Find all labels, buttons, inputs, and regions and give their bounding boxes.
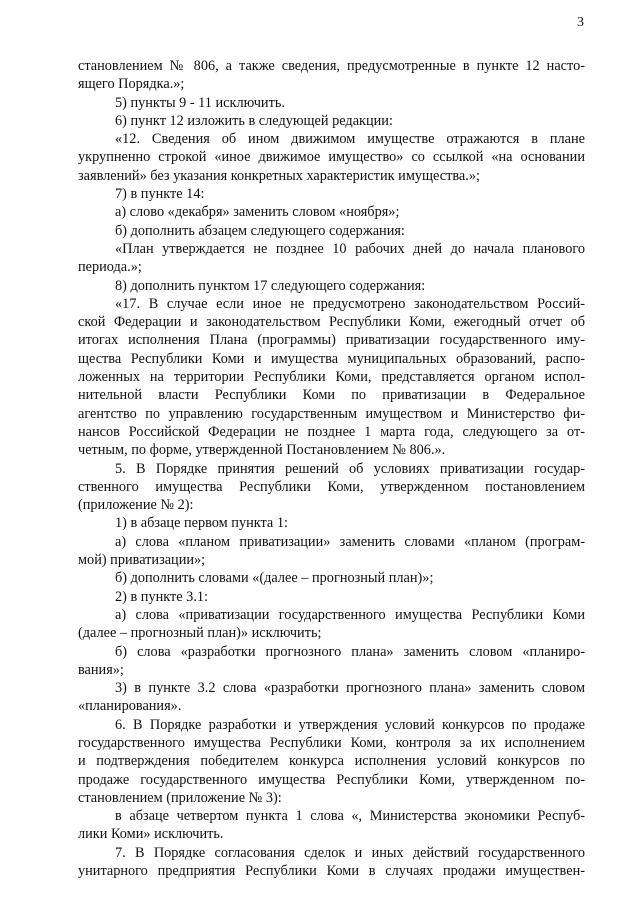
text-line: «17. В случае если иное не предусмотрено законодательством Россий- (115, 295, 585, 312)
text-line: б) слова «разработки прогнозного плана» заменить словом «планиро- (115, 643, 585, 660)
text-line: ящего Порядка.»; (78, 76, 185, 93)
text-line: б) дополнить абзацем следующего содержания: (115, 222, 405, 239)
text-line: четным, по форме, утвержденной Постановлением № 806.». (78, 442, 446, 459)
text-line: «План утверждается не позднее 10 рабочих дней до начала планового (115, 240, 585, 257)
text-line: ложенных на территории Республики Коми, представляется органом испол- (78, 369, 585, 386)
text-line: нансов Российской Федерации не позднее 1 марта года, следующего за от- (78, 423, 585, 440)
page-number: 3 (577, 15, 584, 30)
text-line: в абзаце четвертом пункта 1 слова «, Министерства экономики Респуб- (115, 808, 585, 825)
text-line: укрупненно строкой «иное движимое имущество» со ссылкой «на основании (78, 149, 585, 166)
text-line: и подтверждения победителем конкурса исполнения условий конкурсов по (78, 753, 585, 770)
text-line: периода.»; (78, 259, 142, 276)
text-line: 5) пункты 9 - 11 исключить. (115, 94, 285, 111)
text-line: лики Коми» исключить. (78, 826, 224, 843)
text-line: агентство по управлению государственным имуществом и Министерство фи- (78, 405, 585, 422)
text-line: «12. Сведения об ином движимом имуществе отражаются в плане (115, 131, 585, 148)
text-line: а) слова «планом приватизации» заменить словами «планом (програм- (115, 533, 585, 550)
text-line: (далее – прогнозный план)» исключить; (78, 625, 322, 642)
text-line: 1) в абзаце первом пункта 1: (115, 515, 288, 532)
text-line: 8) дополнить пунктом 17 следующего содержания: (115, 277, 426, 294)
text-line: нительной власти Республики Коми по приватизации в Федеральное (78, 387, 585, 404)
text-line: ской Федерации и законодательством Республики Коми, ежегодный отчет об (78, 314, 585, 331)
text-line: 5. В Порядке принятия решений об условиях приватизации государ- (115, 460, 585, 477)
text-line: 6. В Порядке разработки и утверждения условий конкурсов по продаже (115, 716, 585, 733)
text-line: 6) пункт 12 изложить в следующей редакции: (115, 112, 393, 129)
text-line: 2) в пункте 3.1: (115, 588, 209, 605)
text-line: щества Республики Коми и имущества муниципальных образований, распо- (78, 350, 585, 367)
document-body (78, 57, 585, 880)
text-line: (приложение № 2): (78, 497, 194, 514)
text-line: ственного имущества Республики Коми, утвержденном постановлением (78, 478, 585, 495)
text-line: 3) в пункте 3.2 слова «разработки прогнозного плана» заменить словом (115, 680, 585, 697)
text-line: 7. В Порядке согласования сделок и иных действий государственного (115, 844, 585, 861)
text-line: государственного имущества Республики Коми, контроля за их исполнением (78, 734, 585, 751)
text-line: «планирования». (78, 698, 182, 715)
text-line: становлением (приложение № 3): (78, 789, 282, 806)
text-line: продаже государственного имущества Республики Коми, утвержденном по- (78, 771, 585, 788)
text-line: вания»; (78, 661, 124, 678)
text-line: б) дополнить словами «(далее – прогнозный план)»; (115, 570, 434, 587)
text-line: заявлений» без указания конкретных характеристик имущества.»; (78, 167, 480, 184)
text-line: а) слово «декабря» заменить словом «ноября»; (115, 204, 400, 221)
text-line: 7) в пункте 14: (115, 186, 205, 203)
text-line: становлением № 806, а также сведения, предусмотренные в пункте 12 насто- (78, 58, 585, 74)
text-line: унитарного предприятия Республики Коми в случаях продажи имуществен- (78, 863, 585, 880)
text-line: итогах исполнения Плана (программы) приватизации государственного иму- (78, 332, 585, 349)
text-line: мой) приватизации»; (78, 552, 206, 569)
text-line: а) слова «приватизации государственного имущества Республики Коми (115, 606, 585, 623)
